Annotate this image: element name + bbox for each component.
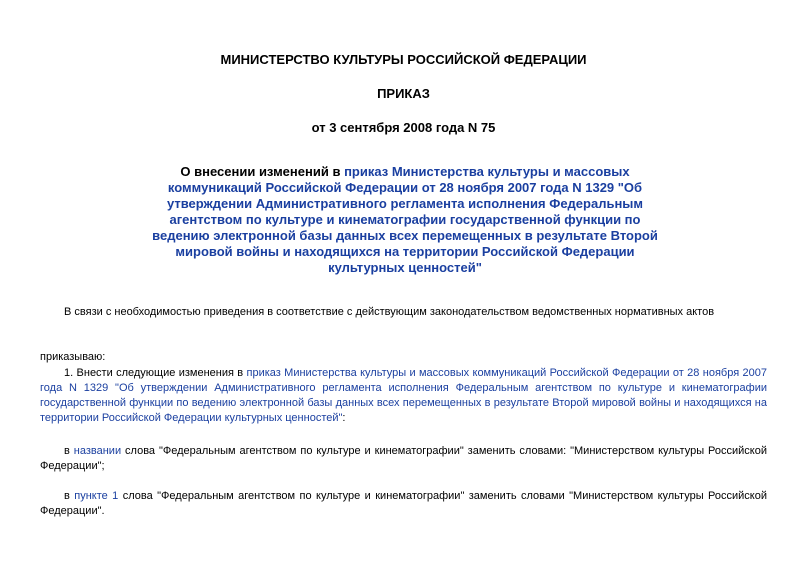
- subitem-title-change: [40, 444, 767, 474]
- title-section-link[interactable]: названии: [73, 445, 122, 457]
- ministry-heading: МИНИСТЕРСТВО КУЛЬТУРЫ РОССИЙСКОЙ ФЕДЕРАЦИИ: [220, 52, 587, 67]
- order-word: приказываю:: [40, 351, 106, 363]
- item-1-order-link[interactable]: приказ Министерства культуры и массовых коммуникаций Российской Федерации от 28 ноября 2007 года N 1329 "Об утверждении Административного регламента исполнения Федеральным агентством по культуре и кинематографии государственной функции по ведению электронной базы данных всех перемещенных в результате Второй мировой войны и находящихся на территории Российской Федерации культурных ценностей": [40, 367, 767, 424]
- intro-paragraph: В связи с необходимостью приведения в соответствие с действующим законодательством ведомственных нормативных актов: [64, 306, 715, 318]
- title-prefix: О внесении изменений в: [180, 164, 345, 179]
- item-1-prefix: 1. Внести следующие изменения в: [64, 367, 247, 379]
- title-order-link[interactable]: приказ Министерства культуры и массовых коммуникаций Российской Федерации от 28 ноября 2007 года N 1329 "Об утверждении Административного регламента исполнения Федеральным агентством по культуре и кинематографии государственной функции по ведению электронной базы данных всех перемещенных в результате Второй мировой войны и находящихся на территории Российской Федерации культурных ценностей": [152, 164, 658, 275]
- subitem-1-text: слова "Федеральным агентством по культуре и кинематографии" заменить словами: "Министерством культуры Российской Федерации";: [40, 445, 767, 472]
- document-type-heading: ПРИКАЗ: [377, 86, 430, 101]
- date-number-heading: от 3 сентября 2008 года N 75: [311, 120, 496, 135]
- subitem-1-prefix: в: [64, 445, 74, 457]
- item-1-paragraph: [40, 366, 767, 426]
- subitem-clause-1-change: [40, 489, 767, 519]
- subitem-2-text: слова "Федеральным агентством по культуре и кинематографии" заменить словами "Министерством культуры Российской Федерации".: [40, 490, 767, 517]
- subitem-2-prefix: в: [64, 490, 75, 502]
- clause-1-link[interactable]: пункте 1: [74, 490, 119, 502]
- document-title: [150, 164, 660, 276]
- item-1-suffix: :: [342, 412, 346, 424]
